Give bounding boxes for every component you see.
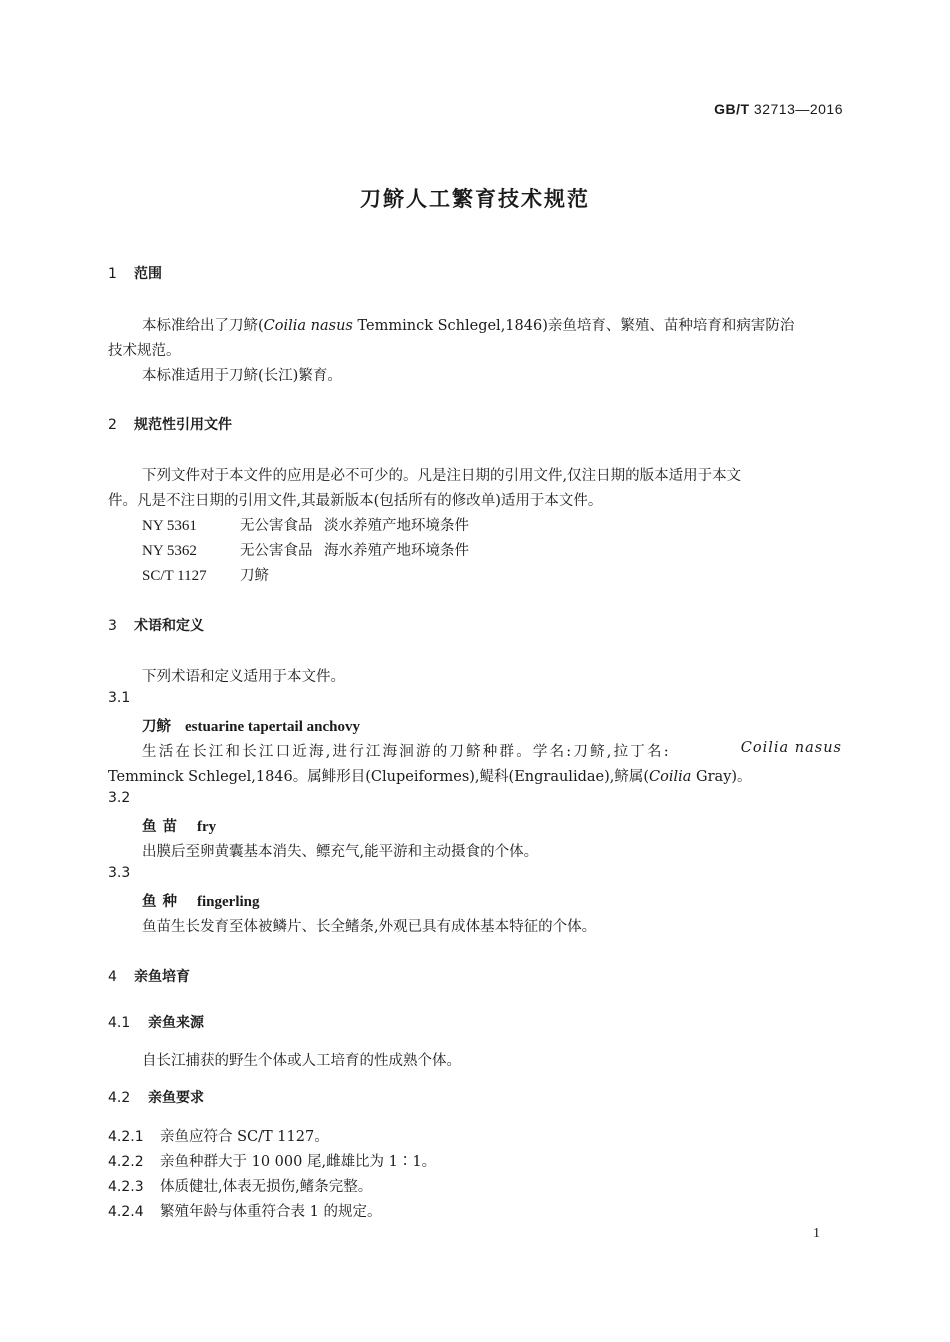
section-number: 1: [108, 266, 117, 282]
document-title: 刀鲚人工繁育技术规范: [360, 187, 590, 211]
reference-code: NY 5361: [142, 518, 197, 534]
section-number: 2: [108, 417, 117, 433]
standard-code-prefix: GB/T: [714, 101, 750, 117]
term-definition: 鱼苗生长发育至体被鳞片、长全鳍条,外观已具有成体基本特征的个体。: [142, 919, 597, 935]
standard-code-number: 32713—2016: [753, 101, 843, 117]
subsection-4-2-heading: [108, 1087, 204, 1107]
text-run: 本标准给出了刀鲚(: [142, 318, 264, 334]
reference-item: [142, 539, 469, 560]
reference-title: 淡水养殖产地环境条件: [324, 518, 469, 534]
term-number: 3.2: [108, 790, 131, 806]
scientific-name: Coilia: [649, 769, 692, 785]
reference-code: NY 5362: [142, 543, 197, 559]
section-4-heading: [108, 966, 190, 986]
reference-title-part: 刀鲚: [240, 568, 269, 584]
scientific-name: Coilia nasus: [740, 740, 842, 756]
page-number: 1: [813, 1226, 820, 1241]
text-run: Gray)。: [691, 769, 752, 785]
references-paragraph-line-1: 下列文件对于本文件的应用是必不可少的。凡是注日期的引用文件,仅注日期的版本适用于本文: [142, 468, 742, 484]
subsection-title: 亲鱼要求: [148, 1090, 204, 1106]
subsection-4-1-heading: [108, 1012, 204, 1032]
section-1-heading: [108, 263, 162, 283]
term-number: 3.3: [108, 865, 131, 881]
term-number: 3.1: [108, 690, 131, 706]
reference-title-part: 无公害食品: [240, 543, 313, 559]
clause-number: 4.2.1: [108, 1129, 144, 1145]
clause-text: 亲鱼种群大于 10 000 尾,雌雄比为 1∶1。: [160, 1154, 437, 1170]
section-title: 亲鱼培育: [134, 969, 190, 985]
scope-paragraph-line-2: 技术规范。: [108, 343, 181, 359]
section-number: 3: [108, 618, 117, 634]
clause-number: 4.2.3: [108, 1179, 144, 1195]
term-heading: [142, 890, 260, 911]
clause-text: 亲鱼应符合 SC/T 1127。: [160, 1129, 329, 1145]
term-en: fry: [197, 819, 217, 835]
references-paragraph-line-2: 件。凡是不注日期的引用文件,其最新版本(包括所有的修改单)适用于本文件。: [108, 493, 603, 509]
terms-intro: 下列术语和定义适用于本文件。: [142, 669, 345, 685]
term-en: estuarine tapertail anchovy: [185, 719, 360, 735]
section-number: 4: [108, 969, 117, 985]
reference-title-part: 无公害食品: [240, 518, 313, 534]
section-2-heading: [108, 414, 232, 434]
requirement-item: [108, 1175, 372, 1196]
clause-number: 4.2.4: [108, 1204, 144, 1220]
term-en: fingerling: [197, 894, 260, 910]
requirement-item: [108, 1125, 329, 1146]
reference-item: [142, 564, 324, 585]
reference-item: [142, 514, 469, 535]
term-heading: [142, 715, 360, 736]
scope-applicability: 本标准适用于刀鲚(长江)繁育。: [142, 368, 342, 384]
subsection-title: 亲鱼来源: [148, 1015, 204, 1031]
scope-paragraph-line-1: [142, 314, 794, 335]
subsection-number: 4.1: [108, 1015, 131, 1031]
section-3-heading: [108, 615, 204, 635]
section-title: 规范性引用文件: [134, 417, 232, 433]
clause-text: 体质健壮,体表无损伤,鳍条完整。: [160, 1179, 373, 1195]
text-run: Temminck Schlegel,1846)亲鱼培育、繁殖、苗种培育和病害防治: [352, 318, 795, 334]
reference-title: 海水养殖产地环境条件: [324, 543, 469, 559]
term-definition-line-1: [142, 740, 842, 761]
term-definition-line-2: [108, 765, 752, 786]
term-heading: [142, 815, 216, 836]
term-definition: 出膜后至卵黄囊基本消失、鳔充气,能平游和主动摄食的个体。: [142, 844, 539, 860]
section-title: 范围: [134, 266, 162, 282]
section-title: 术语和定义: [134, 618, 204, 634]
clause-number: 4.2.2: [108, 1154, 144, 1170]
reference-code: SC/T 1127: [142, 568, 207, 584]
clause-text: 繁殖年龄与体重符合表 1 的规定。: [160, 1204, 382, 1220]
requirement-item: [108, 1200, 381, 1221]
text-run: 生活在长江和长江口近海,进行江海洄游的刀鲚种群。学名:刀鲚,拉丁名:: [142, 744, 671, 760]
text-run: Temminck Schlegel,1846。属鲱形目(Clupeiformes),鳀科(Engraulidae),鲚属(: [108, 769, 650, 785]
term-cn: 鱼种: [142, 893, 183, 910]
standard-code: [714, 101, 843, 117]
scientific-name: Coilia nasus: [263, 318, 353, 334]
term-cn: 鱼苗: [142, 818, 183, 835]
requirement-item: [108, 1150, 436, 1171]
subsection-number: 4.2: [108, 1090, 131, 1106]
broodstock-source-text: 自长江捕获的野生个体或人工培育的性成熟个体。: [142, 1053, 461, 1069]
term-cn: 刀鲚: [142, 718, 171, 735]
